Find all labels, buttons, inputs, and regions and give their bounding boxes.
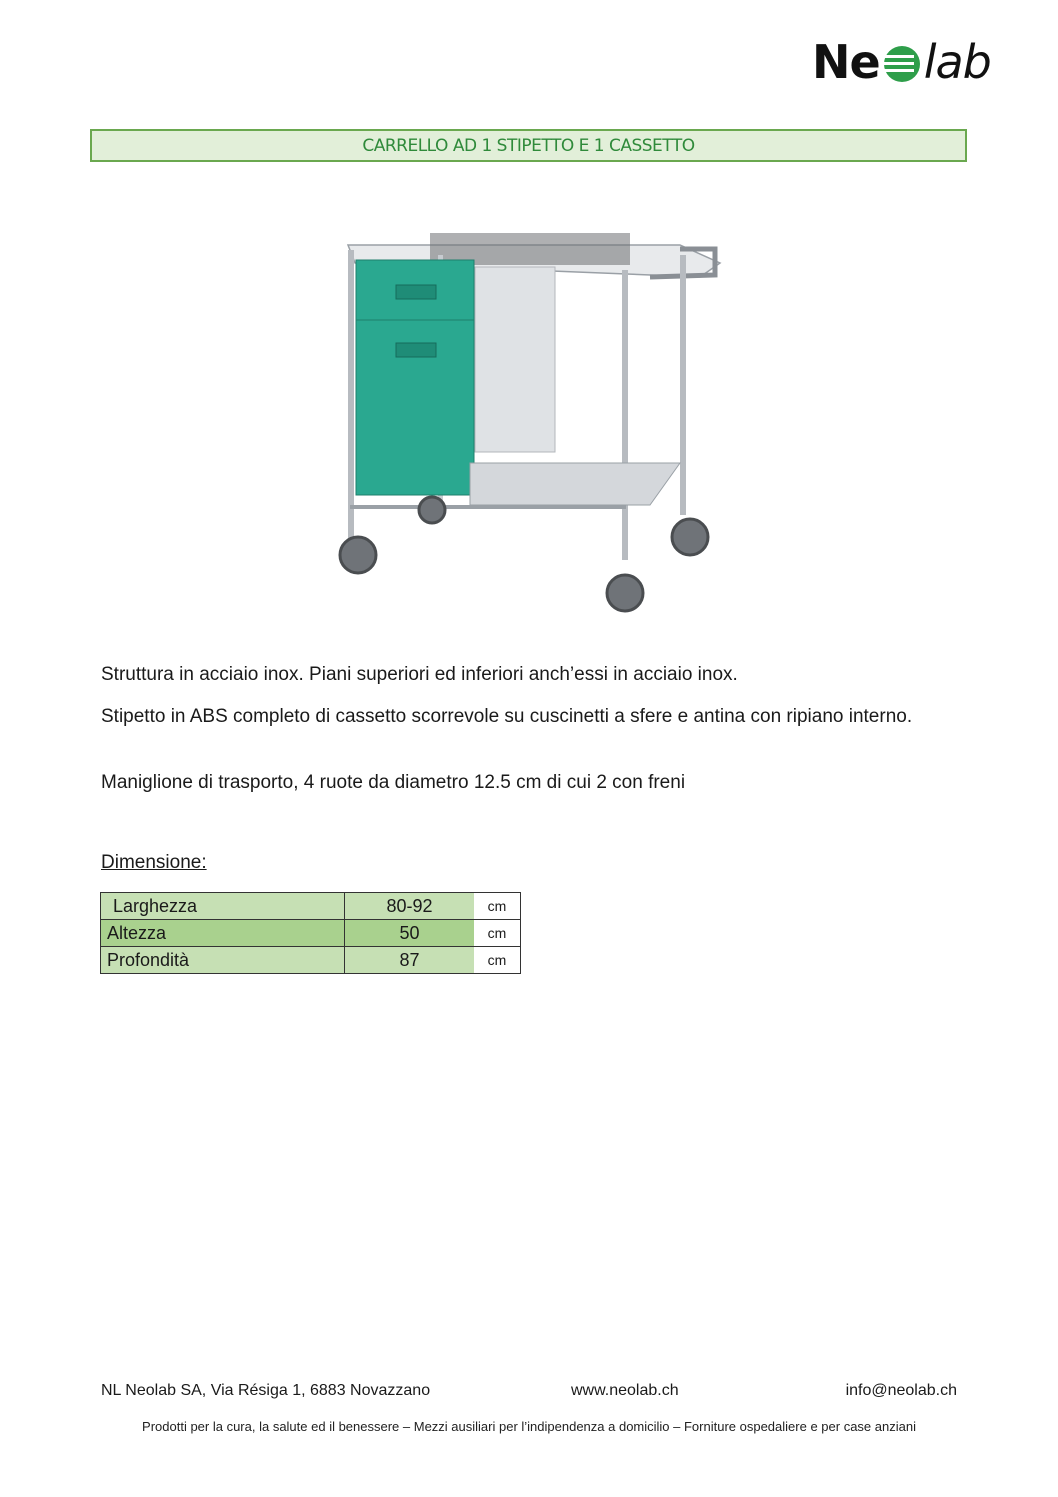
- description-structure: Struttura in acciaio inox. Piani superiori ed inferiori anch’essi in acciaio inox.: [101, 664, 738, 685]
- footer-address: NL Neolab SA, Via Résiga 1, 6883 Novazzano: [101, 1382, 431, 1399]
- dimension-value: 87: [345, 947, 474, 974]
- footer-email-link[interactable]: info@neolab.ch: [845, 1382, 957, 1399]
- dimension-value: 80-92: [345, 893, 474, 920]
- table-row: [101, 893, 521, 920]
- neolab-logo: [812, 34, 1012, 90]
- description-cabinet: Stipetto in ABS completo di cassetto scorrevole su cuscinetti a sfere e antina con ripiano interno.: [101, 706, 913, 727]
- dimension-label: Altezza: [101, 920, 345, 947]
- footer-tagline: Prodotti per la cura, la salute ed il benessere – Mezzi ausiliari per l’indipendenza a domicilio – Forniture ospedaliere e per case anziani: [142, 1419, 916, 1434]
- product-image-trolley: [320, 215, 740, 615]
- title-banner: [90, 129, 967, 162]
- dimension-unit: cm: [474, 920, 521, 947]
- dimension-unit: cm: [474, 893, 521, 920]
- page-title: CARRELLO AD 1 STIPETTO E 1 CASSETTO: [362, 135, 695, 156]
- dimension-label: Profondità: [101, 947, 345, 974]
- logo-globe-icon: [882, 44, 922, 84]
- dimensions-heading: Dimensione:: [101, 852, 207, 873]
- footer-website-link[interactable]: www.neolab.ch: [571, 1382, 679, 1399]
- dimension-value: 50: [345, 920, 474, 947]
- table-row: [101, 947, 521, 974]
- footer: [101, 1382, 957, 1404]
- dimension-label: Larghezza: [101, 893, 345, 920]
- logo-text-lab: lab: [923, 35, 991, 89]
- dimensions-table: [100, 892, 521, 974]
- table-row: [101, 920, 521, 947]
- dimension-unit: cm: [474, 947, 521, 974]
- description-wheels: Maniglione di trasporto, 4 ruote da diametro 12.5 cm di cui 2 con freni: [101, 772, 686, 793]
- logo-text-ne: Ne: [812, 35, 880, 89]
